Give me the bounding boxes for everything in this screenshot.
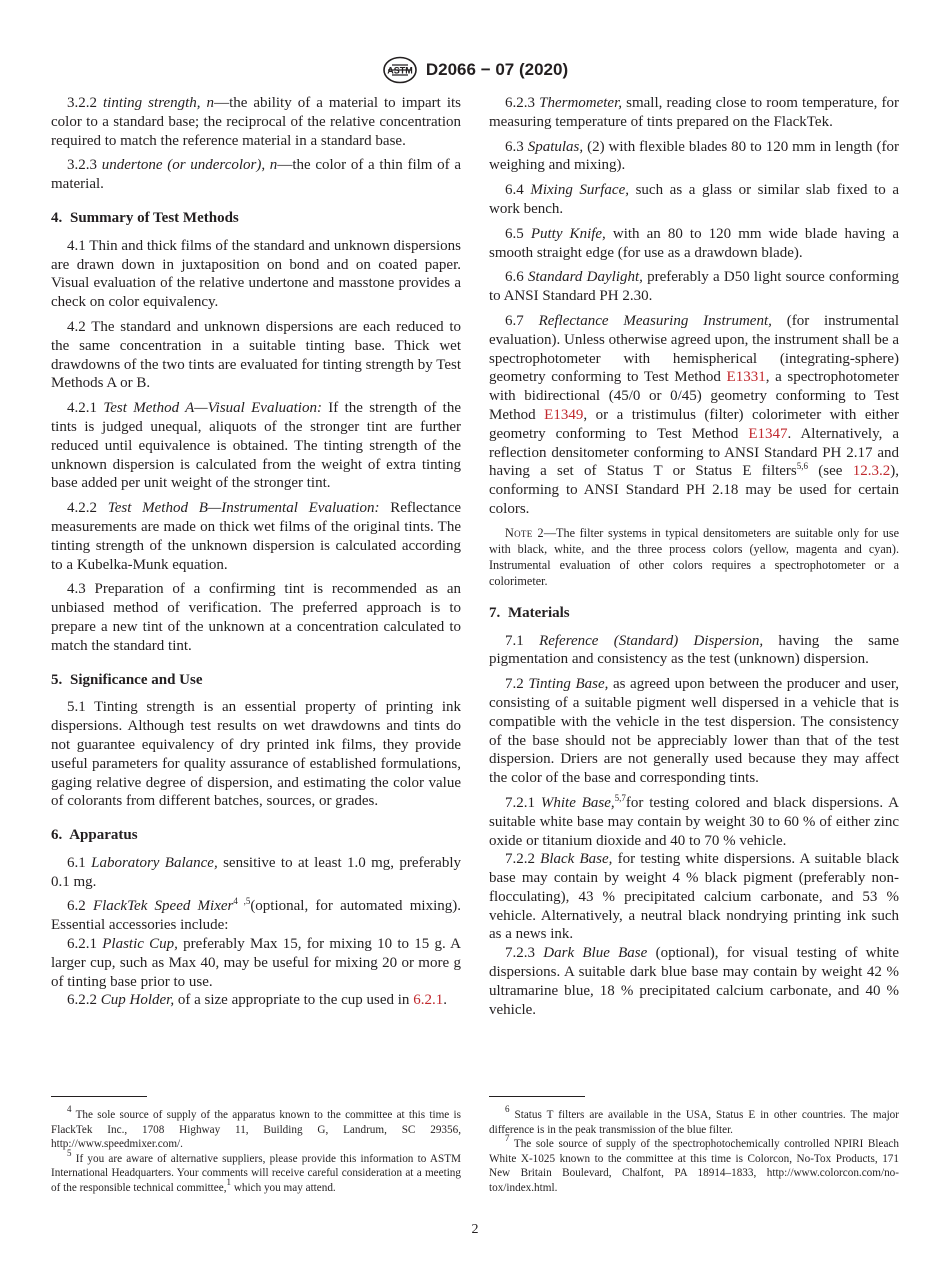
section-heading-5: 5. Significance and Use — [51, 671, 203, 688]
page-number: 2 — [471, 1222, 479, 1237]
section-heading-6: 6. Apparatus — [51, 827, 138, 844]
paragraph-6-7: 6.7 Reflectance Measuring Instrument, (for instrumental evaluation). Unless otherwise agreed upon, the instrument shall be a spectrophotometer with hemispherical (integrating-sphere) geometry conforming to Test Method E1331, a spectrophotometer with bidirectional (45/0 or 0/45) geometry conforming to Test Method E1349, or a tristimulus (filter) colorimeter with either geometry conforming to Test Method E1347. Alternatively, a reflection densitometer conforming to ANSI Standard PH 2.17 and having a set of Status T or Status E filters$^{5,6}$ (see 12.3.2), conforming to ANSI Standard PH 2.18 may be used for certain colors. — [489, 312, 900, 517]
paragraph-6-1: 6.1 Laboratory Balance, sensitive to at least 1.0 mg, preferably 0.1 mg. — [51, 854, 461, 890]
paragraph-4-1: 4.1 Thin and thick films of the standard and unknown dispersions are drawn down in juxtaposition on bond and on coated paper. Visual evaluation of the relative undertone and masstone provides a check on color equivalency. — [51, 237, 461, 311]
astm-logo-icon — [382, 56, 418, 84]
section-heading-7: 7. Materials — [489, 604, 570, 621]
paragraph-6-2: 6.2 FlackTek Speed Mixer$^{4 ,5}$(optional, for automated mixing). Essential accessories include: — [51, 896, 461, 934]
footnotes-right — [489, 1096, 899, 1195]
footnote-4: $^4$ The sole source of supply of the apparatus known to the committee at this time is FlackTek Inc., 1708 Highway 11, Building G, Landrum, SC 29356, http://www.speedmixer.com/. — [51, 1104, 461, 1150]
paragraph-6-5: 6.5 Putty Knife, with an 80 to 120 mm wide blade having a smooth straight edge (for use as a drawdown blade). — [489, 225, 900, 261]
paragraph-4-2: 4.2 The standard and unknown dispersions are each reduced to the same concentration in a suitable tinting base. Thick wet drawdowns of the two tints are evaluated for tinting strength by Test Methods A or B. — [51, 318, 461, 392]
section-heading-4: 4. Summary of Test Methods — [51, 209, 239, 226]
paragraph-3-2-2: 3.2.2 tinting strength, n—the ability of a material to impart its color to a standard base; the reciprocal of the relative concentration required to match the reference material in a standard base. — [51, 95, 462, 149]
footnote-rule — [51, 1096, 147, 1097]
xref-e1331[interactable]: E1331 — [726, 369, 766, 386]
paragraph-6-3: 6.3 Spatulas, (2) with flexible blades 80 to 120 mm in length (for weighing and mixing). — [489, 138, 899, 174]
xref-e1347[interactable]: E1347 — [748, 425, 788, 442]
note-2: Note 2—The filter systems in typical densitometers are suitable only for use with black, white, and the three process colors (yellow, magenta and cyan). Instrumental evaluation of other colors requires a spectrophotometer or a colorimeter. — [489, 525, 899, 588]
svg-text:ASTM: ASTM — [387, 65, 413, 76]
page-header — [0, 55, 950, 85]
paragraph-6-6: 6.6 Standard Daylight, preferably a D50 light source conforming to ANSI Standard PH 2.30. — [489, 269, 900, 305]
paragraph-6-2-1: 6.2.1 Plastic Cup, preferably Max 15, for mixing 10 to 15 g. A larger cup, such as Max 40, may be useful for mixing 20 or more g of tinting base prior to use. — [51, 936, 461, 990]
paragraph-7-2-2: 7.2.2 Black Base, for testing white dispersions. A suitable black base may contain by weight 4 % black pigment (preferably non-flocculating), 43 % precipitated calcium carbonate, and 53 % vehicle. Alternatively, a neutral black nondrying printing ink such as a news ink. — [489, 851, 899, 943]
xref-12-3-2[interactable]: 12.3.2 — [852, 463, 891, 480]
footnote-rule — [489, 1096, 585, 1097]
paragraph-5-1: 5.1 Tinting strength is an essential property of printing ink dispersions. Although test results on wet drawdowns and tints do not guarantee equivalency of dry printed ink films, they provide useful parameters for quality assurance of established formulations, gaging relative degree of dispersion, and estimating the color value of colorants from different batches, sources, or grades. — [51, 699, 461, 810]
paragraph-4-3: 4.3 Preparation of a confirming tint is recommended as an unbiased method of verification. The preferred approach is to prepare a new tint of the unknown at a concentration calculated to match the standard tint. — [51, 581, 461, 654]
left-column — [51, 94, 461, 1016]
paragraph-4-2-1: 4.2.1 Test Method A—Visual Evaluation: If the strength of the tints is judged unequal, aliquots of the stronger tint are further reduced until equivalence is obtained. The tinting strength of the unknown dispersion is calculated from the weight of extra tinting base added per unit weight of the stronger tint. — [51, 400, 461, 492]
footnote-6: $^6$ Status T filters are available in the USA, Status E in other countries. The major difference is in the peak transmission of the blue filter. — [489, 1104, 899, 1136]
paragraph-7-1: 7.1 Reference (Standard) Dispersion, having the same pigmentation and consistency as the test (unknown) dispersion. — [489, 632, 899, 668]
standard-designation: D2066 − 07 (2020) — [425, 60, 569, 79]
paragraph-6-4: 6.4 Mixing Surface, such as a glass or similar slab fixed to a work bench. — [489, 182, 899, 217]
paragraph-3-2-3: 3.2.3 undertone (or undercolor), n—the color of a thin film of a material. — [51, 157, 461, 193]
footnotes-left — [51, 1096, 461, 1195]
footnote-5: $^5$ If you are aware of alternative suppliers, please provide this information to ASTM International Headquarters. Your comments will receive careful consideration at a meeting of the responsible technical committee,$^1$ which you may attend. — [51, 1147, 461, 1194]
xref-e1349[interactable]: E1349 — [544, 406, 584, 423]
paragraph-6-2-2: 6.2.2 Cup Holder, of a size appropriate to the cup used in 6.2.1. — [67, 992, 447, 1009]
paragraph-7-2-1: 7.2.1 White Base,$^{5,7}$for testing colored and black dispersions. A suitable white base may contain by weight 30 to 60 % of either zinc oxide or titanium dioxide and 40 to 70 % vehicle. — [489, 792, 899, 849]
xref-6-2-1[interactable]: 6.2.1 — [413, 992, 444, 1009]
footnote-7: $^7$ The sole source of supply of the spectrophotochemically controlled NPIRI Bleach White X-1025 known to the committee at this time is Colorcon, No-Tox Products, 171 New Britain Boulevard, Chalfont, PA 18914–1833, http://www.colorcon.com/no-tox/index.html. — [489, 1133, 899, 1194]
right-column — [489, 94, 899, 1025]
paragraph-7-2-3: 7.2.3 Dark Blue Base (optional), for visual testing of white dispersions. A suitable dark blue base may contain by weight 42 % ultramarine blue, 18 % precipitated calcium carbonate, and 40 % vehicle. — [489, 945, 899, 1018]
paragraph-4-2-2: 4.2.2 Test Method B—Instrumental Evaluation: Reflectance measurements are made on thick wet films of the original tints. The tinting strength of the unknown dispersion is calculated according to a Kubelka-Munk equation. — [51, 500, 462, 573]
paragraph-6-2-3: 6.2.3 Thermometer, small, reading close to room temperature, for measuring temperature of tints prepared on the FlackTek. — [489, 95, 899, 130]
paragraph-7-2: 7.2 Tinting Base, as agreed upon between the producer and user, consisting of a suitable pigment well dispersed in a vehicle that is compatible with the vehicle in the test dispersion. The consistency of the base should not be appreciably lower than that of the test dispersion. Driers are not generally used because they may affect the color of the base and corresponding tints. — [489, 676, 899, 787]
